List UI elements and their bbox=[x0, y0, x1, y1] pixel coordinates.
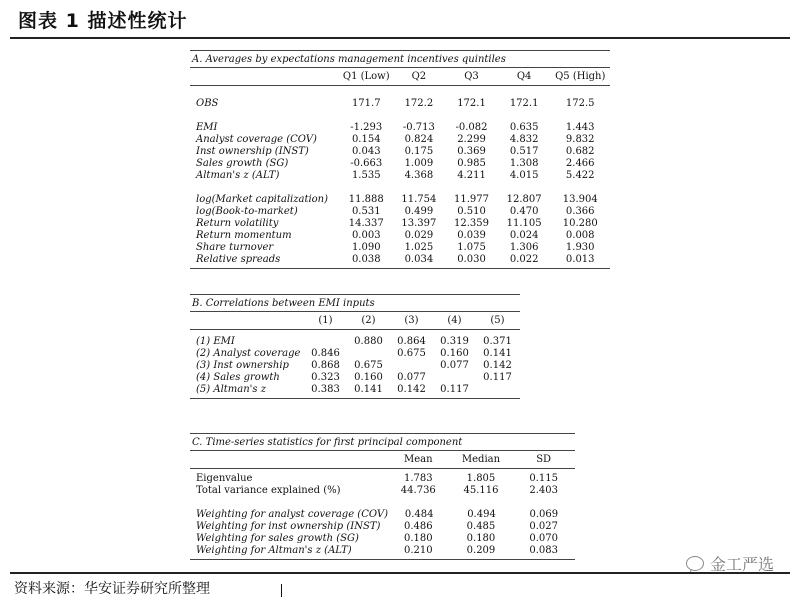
table-cell: 0.039 bbox=[457, 230, 486, 241]
panel-b-caption: B. Correlations between EMI inputs bbox=[190, 295, 520, 312]
chat-bubble-icon bbox=[686, 556, 704, 571]
table-row bbox=[190, 372, 520, 384]
table-cell: 0.154 bbox=[351, 134, 381, 145]
table-cell: 2.299 bbox=[457, 134, 486, 145]
row-label: Inst ownership (INST) bbox=[196, 146, 309, 157]
table-cell: 1.025 bbox=[404, 242, 434, 253]
table-cell: 0.824 bbox=[404, 134, 434, 145]
row-label: log(Book-to-market) bbox=[196, 206, 298, 217]
table-cell: 0.985 bbox=[457, 158, 486, 169]
row-label: Weighting for Altman's z (ALT) bbox=[196, 545, 352, 556]
footer-divider bbox=[10, 572, 790, 574]
column-header: (4) bbox=[447, 314, 462, 326]
table-row bbox=[190, 170, 610, 182]
table-cell: 0.077 bbox=[440, 360, 469, 371]
table-row bbox=[190, 134, 610, 146]
table-cell: 12.359 bbox=[454, 218, 490, 229]
panel-b-body bbox=[190, 336, 520, 398]
table-cell: 1.805 bbox=[466, 473, 496, 484]
table-cell: 4.832 bbox=[509, 134, 539, 145]
panel-a-caption: A. Averages by expectations management incentives quintiles bbox=[190, 51, 610, 68]
row-label: Share turnover bbox=[196, 242, 274, 253]
table-row bbox=[190, 509, 575, 521]
table-cell: 0.083 bbox=[529, 545, 558, 556]
table-cell: 12.807 bbox=[506, 194, 542, 205]
table-cell: 1.443 bbox=[565, 122, 595, 133]
table-cell: 0.470 bbox=[509, 206, 539, 217]
table-cell: 4.211 bbox=[457, 170, 486, 181]
table-row bbox=[190, 473, 575, 485]
column-header: Q2 bbox=[411, 70, 427, 82]
table-cell: 11.977 bbox=[454, 194, 490, 205]
table-cell: 1.535 bbox=[351, 170, 381, 181]
table-cell: 0.117 bbox=[440, 384, 469, 395]
panel-a-header-row bbox=[190, 68, 610, 85]
table-cell: 14.337 bbox=[348, 218, 384, 229]
table-cell: 0.675 bbox=[397, 348, 426, 359]
table-cell: 0.494 bbox=[467, 509, 496, 520]
table-cell: 172.1 bbox=[509, 98, 539, 109]
table-cell: 0.485 bbox=[466, 521, 496, 532]
table-cell: -1.293 bbox=[350, 122, 383, 133]
table-row bbox=[190, 521, 575, 533]
row-label: Analyst coverage (COV) bbox=[196, 134, 317, 145]
table-row bbox=[190, 360, 520, 372]
table-cell: -0.082 bbox=[455, 122, 488, 133]
column-header: (3) bbox=[404, 314, 419, 326]
table-row bbox=[190, 218, 610, 230]
panel-c-caption: C. Time-series statistics for first principal component bbox=[190, 434, 575, 451]
table-row bbox=[190, 254, 610, 266]
watermark-text: 金工严选 bbox=[709, 555, 774, 574]
table-row bbox=[190, 348, 520, 360]
table-cell: -0.713 bbox=[402, 122, 435, 133]
table-row bbox=[190, 533, 575, 545]
row-label: OBS bbox=[196, 98, 219, 109]
table-cell: 1.090 bbox=[351, 242, 381, 253]
row-label: Altman's z (ALT) bbox=[196, 170, 280, 181]
table-cell: 11.105 bbox=[506, 218, 542, 229]
table-cell: 0.180 bbox=[403, 533, 433, 544]
table-cell bbox=[433, 372, 476, 384]
table-row bbox=[190, 98, 610, 110]
column-header: (2) bbox=[361, 314, 376, 326]
table-cell: 0.038 bbox=[351, 254, 381, 265]
table-cell: 1.783 bbox=[403, 473, 433, 484]
table-cell: 0.022 bbox=[509, 254, 539, 265]
table-cell: 0.175 bbox=[404, 146, 434, 157]
table-cell: 45.116 bbox=[463, 485, 499, 496]
table-cell: 0.371 bbox=[483, 336, 512, 347]
table-cell: 2.403 bbox=[529, 485, 558, 496]
table-cell: 4.368 bbox=[404, 170, 434, 181]
row-label: (5) Altman's z bbox=[196, 384, 266, 395]
panel-c-body bbox=[190, 473, 575, 559]
table-cell: 0.180 bbox=[466, 533, 496, 544]
table-cell: 0.142 bbox=[397, 384, 426, 395]
table-cell: 1.075 bbox=[457, 242, 486, 253]
row-label: Weighting for inst ownership (INST) bbox=[196, 521, 381, 532]
table-cell: 172.1 bbox=[457, 98, 486, 109]
table-cell: 13.397 bbox=[401, 218, 437, 229]
table-row bbox=[190, 485, 575, 497]
panel-b-table bbox=[190, 294, 520, 399]
table-cell bbox=[476, 384, 519, 396]
table-cell: 0.077 bbox=[397, 372, 426, 383]
table-cell: 9.832 bbox=[565, 134, 595, 145]
column-header: SD bbox=[536, 453, 552, 465]
row-label: Return volatility bbox=[196, 218, 279, 229]
table-row bbox=[190, 194, 610, 206]
panel-c-table bbox=[190, 433, 575, 560]
table-cell: 0.030 bbox=[457, 254, 486, 265]
table-row bbox=[190, 158, 610, 170]
table-cell: 0.682 bbox=[565, 146, 595, 157]
column-header: Mean bbox=[404, 453, 433, 465]
table-cell: 1.009 bbox=[404, 158, 434, 169]
table-cell: 11.888 bbox=[348, 194, 384, 205]
table-cell: 0.323 bbox=[311, 372, 340, 383]
table-cell bbox=[304, 336, 347, 348]
table-cell: 0.013 bbox=[565, 254, 595, 265]
table-cell: 172.5 bbox=[565, 98, 595, 109]
table-cell: 0.531 bbox=[351, 206, 381, 217]
table-row bbox=[190, 206, 610, 218]
table-cell: 1.930 bbox=[565, 242, 595, 253]
column-header: Q5 (High) bbox=[555, 70, 606, 82]
panel-a-table bbox=[190, 50, 610, 269]
row-label: Sales growth (SG) bbox=[196, 158, 289, 169]
table-cell: 0.868 bbox=[311, 360, 340, 371]
table-cell: 13.904 bbox=[562, 194, 598, 205]
table-cell: 0.675 bbox=[354, 360, 383, 371]
table-cell: 0.160 bbox=[354, 372, 383, 383]
table-cell: 0.366 bbox=[565, 206, 595, 217]
table-cell: 0.517 bbox=[509, 146, 539, 157]
row-label: Relative spreads bbox=[196, 254, 281, 265]
table-cell: 0.141 bbox=[354, 384, 383, 395]
column-header: (5) bbox=[490, 314, 505, 326]
table-cell: 2.466 bbox=[565, 158, 595, 169]
table-row bbox=[190, 122, 610, 134]
table-cell: 0.864 bbox=[397, 336, 426, 347]
table-cell: 4.015 bbox=[509, 170, 539, 181]
table-cell: 0.141 bbox=[483, 348, 512, 359]
table-row bbox=[190, 336, 520, 348]
row-label: Eigenvalue bbox=[196, 473, 253, 484]
row-label: (4) Sales growth bbox=[196, 372, 280, 383]
row-label: EMI bbox=[196, 122, 218, 133]
table-cell: 1.308 bbox=[509, 158, 539, 169]
table-bottom-rule bbox=[190, 398, 520, 399]
row-label: Weighting for sales growth (SG) bbox=[196, 533, 359, 544]
table-row bbox=[190, 242, 610, 254]
table-row bbox=[190, 545, 575, 557]
table-row bbox=[190, 384, 520, 396]
table-bottom-rule bbox=[190, 559, 575, 560]
title-divider bbox=[10, 37, 790, 39]
row-label: (2) Analyst coverage bbox=[196, 348, 301, 359]
page-title: 图表 1 描述性统计 bbox=[18, 10, 188, 32]
table-cell: 1.306 bbox=[509, 242, 539, 253]
table-cell: 0.209 bbox=[466, 545, 496, 556]
row-label: Weighting for analyst coverage (COV) bbox=[196, 509, 389, 520]
table-cell: 0.008 bbox=[565, 230, 595, 241]
table-cell: 0.003 bbox=[351, 230, 381, 241]
table-cell: 0.069 bbox=[529, 509, 559, 520]
column-header: (1) bbox=[318, 314, 333, 326]
table-cell: 11.754 bbox=[401, 194, 437, 205]
table-row bbox=[190, 230, 610, 242]
table-cell: 0.034 bbox=[404, 254, 434, 265]
table-cell: 0.383 bbox=[311, 384, 340, 395]
table-cell: 172.2 bbox=[404, 98, 434, 109]
table-cell: 0.024 bbox=[509, 230, 539, 241]
table-cell: 10.280 bbox=[562, 218, 598, 229]
table-cell: 0.043 bbox=[351, 146, 381, 157]
column-header: Q3 bbox=[464, 70, 479, 82]
table-cell: 0.499 bbox=[404, 206, 434, 217]
text-cursor bbox=[281, 584, 282, 597]
table-cell: 0.027 bbox=[529, 521, 558, 532]
table-cell: 0.115 bbox=[529, 473, 558, 484]
table-cell: 171.7 bbox=[351, 98, 381, 109]
table-cell: 0.880 bbox=[354, 336, 383, 347]
table-cell: 0.510 bbox=[457, 206, 486, 217]
row-label: (3) Inst ownership bbox=[196, 360, 289, 371]
table-cell: 5.422 bbox=[565, 170, 595, 181]
table-cell: 0.210 bbox=[403, 545, 433, 556]
column-header: Q1 (Low) bbox=[342, 70, 390, 82]
table-cell: -0.663 bbox=[350, 158, 383, 169]
table-row bbox=[190, 146, 610, 158]
table-cell bbox=[390, 360, 433, 372]
table-cell: 0.160 bbox=[440, 348, 469, 359]
table-cell: 0.029 bbox=[404, 230, 434, 241]
table-cell: 0.142 bbox=[483, 360, 512, 371]
table-cell bbox=[347, 348, 390, 360]
table-cell: 0.484 bbox=[404, 509, 434, 520]
table-cell: 0.070 bbox=[529, 533, 558, 544]
table-cell: 0.635 bbox=[509, 122, 539, 133]
table-cell: 0.846 bbox=[311, 348, 340, 359]
panel-b-header-row bbox=[190, 312, 520, 329]
column-header: Median bbox=[461, 453, 501, 465]
panel-c-header-row bbox=[190, 451, 575, 468]
row-label: Return momentum bbox=[196, 230, 292, 241]
column-header: Q4 bbox=[516, 70, 532, 82]
row-label: (1) EMI bbox=[196, 336, 235, 347]
table-bottom-rule bbox=[190, 268, 610, 269]
table-cell: 0.117 bbox=[483, 372, 512, 383]
panel-a-body bbox=[190, 98, 610, 268]
table-cell: 0.319 bbox=[440, 336, 469, 347]
row-label: log(Market capitalization) bbox=[196, 194, 329, 205]
source-note: 资料来源：华安证券研究所整理 bbox=[14, 581, 210, 597]
row-label: Total variance explained (%) bbox=[196, 485, 341, 496]
table-cell: 44.736 bbox=[400, 485, 436, 496]
table-cell: 0.369 bbox=[457, 146, 486, 157]
table-cell: 0.486 bbox=[403, 521, 433, 532]
